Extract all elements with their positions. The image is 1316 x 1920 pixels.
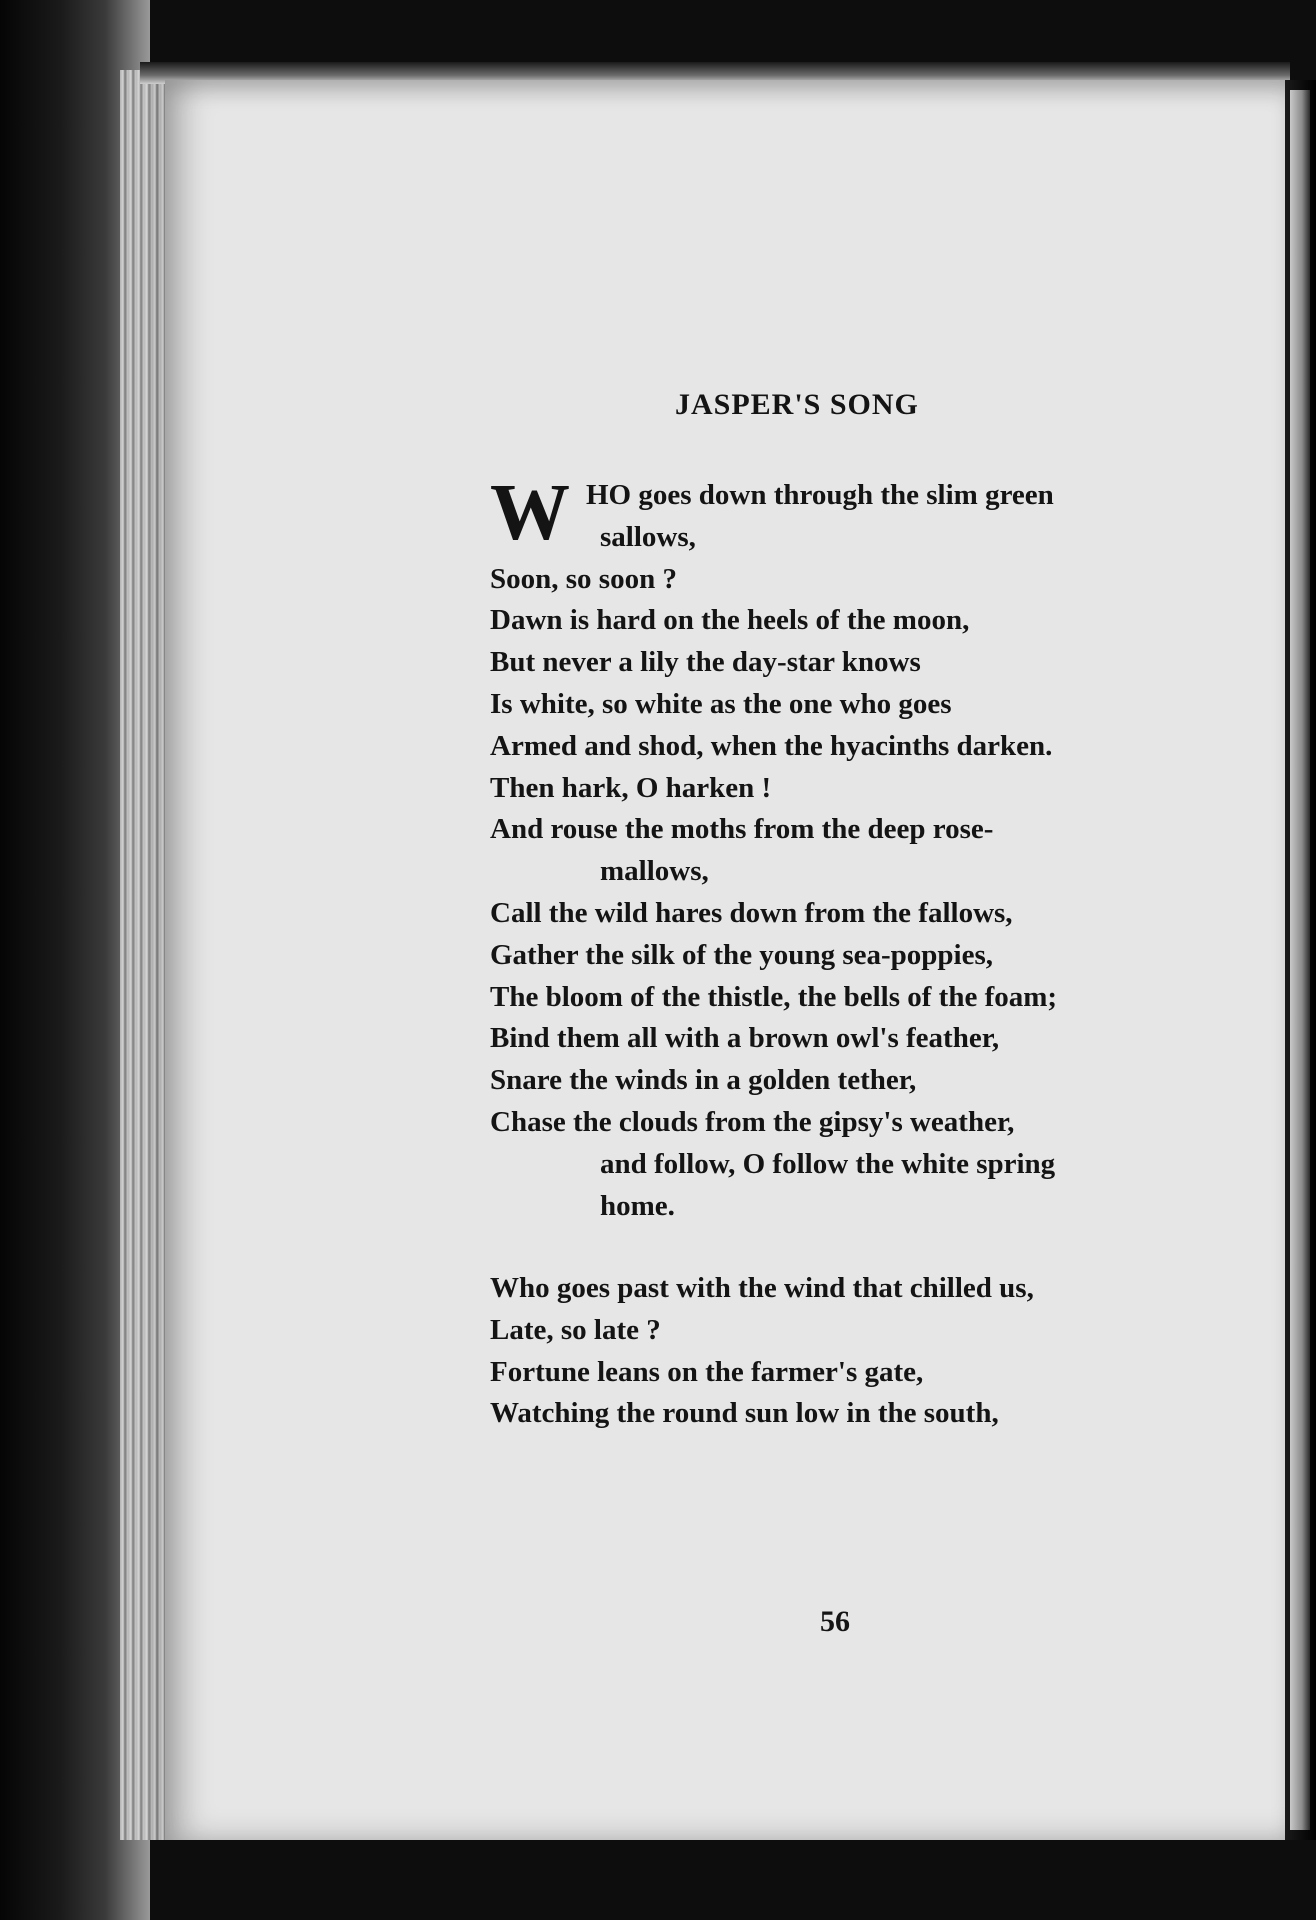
stanza-1 <box>490 469 1058 1227</box>
page-number: 56 <box>820 1605 850 1638</box>
poem-line: Snare the winds in a golden tether, <box>490 1064 917 1097</box>
poem-line: Gather the silk of the young sea-poppies, <box>490 938 993 971</box>
poem-line: mallows, <box>600 855 709 888</box>
poem-line: Bind them all with a brown owl's feather, <box>490 1022 1000 1055</box>
stanza-2 <box>490 1268 1034 1435</box>
poem-line: Call the wild hares down from the fallows, <box>490 896 1013 929</box>
poem-line: Chase the clouds from the gipsy's weather, <box>490 1105 1015 1138</box>
poem-line: Watching the round sun low in the south, <box>490 1397 999 1430</box>
poem-line: Late, so late ? <box>490 1313 661 1346</box>
poem-line: Is white, so white as the one who goes <box>490 687 952 720</box>
poem-line: home. <box>600 1189 675 1222</box>
poem-line: Soon, so soon ? <box>490 562 677 595</box>
poem-title: JASPER'S SONG <box>675 388 919 421</box>
poem-line: Then hark, O harken ! <box>490 771 772 804</box>
poem-line: HO goes down through the slim green <box>586 479 1054 511</box>
poem-line: and follow, O follow the white spring <box>600 1147 1056 1180</box>
facing-page-sliver <box>1290 90 1310 1830</box>
poem-line: Who goes past with the wind that chilled us, <box>490 1272 1034 1304</box>
poem-line: Fortune leans on the farmer's gate, <box>490 1355 924 1388</box>
poem-line: Dawn is hard on the heels of the moon, <box>490 604 970 637</box>
poem-line: sallows, <box>600 520 696 553</box>
poem-line: Armed and shod, when the hyacinths darken. <box>490 729 1053 762</box>
poem-line: And rouse the moths from the deep rose- <box>490 813 994 846</box>
poem-line: But never a lily the day-star knows <box>490 646 921 679</box>
drop-cap-letter: W <box>490 469 570 557</box>
opening-lines <box>490 469 1057 559</box>
poem-line: The bloom of the thistle, the bells of the foam; <box>490 980 1058 1013</box>
